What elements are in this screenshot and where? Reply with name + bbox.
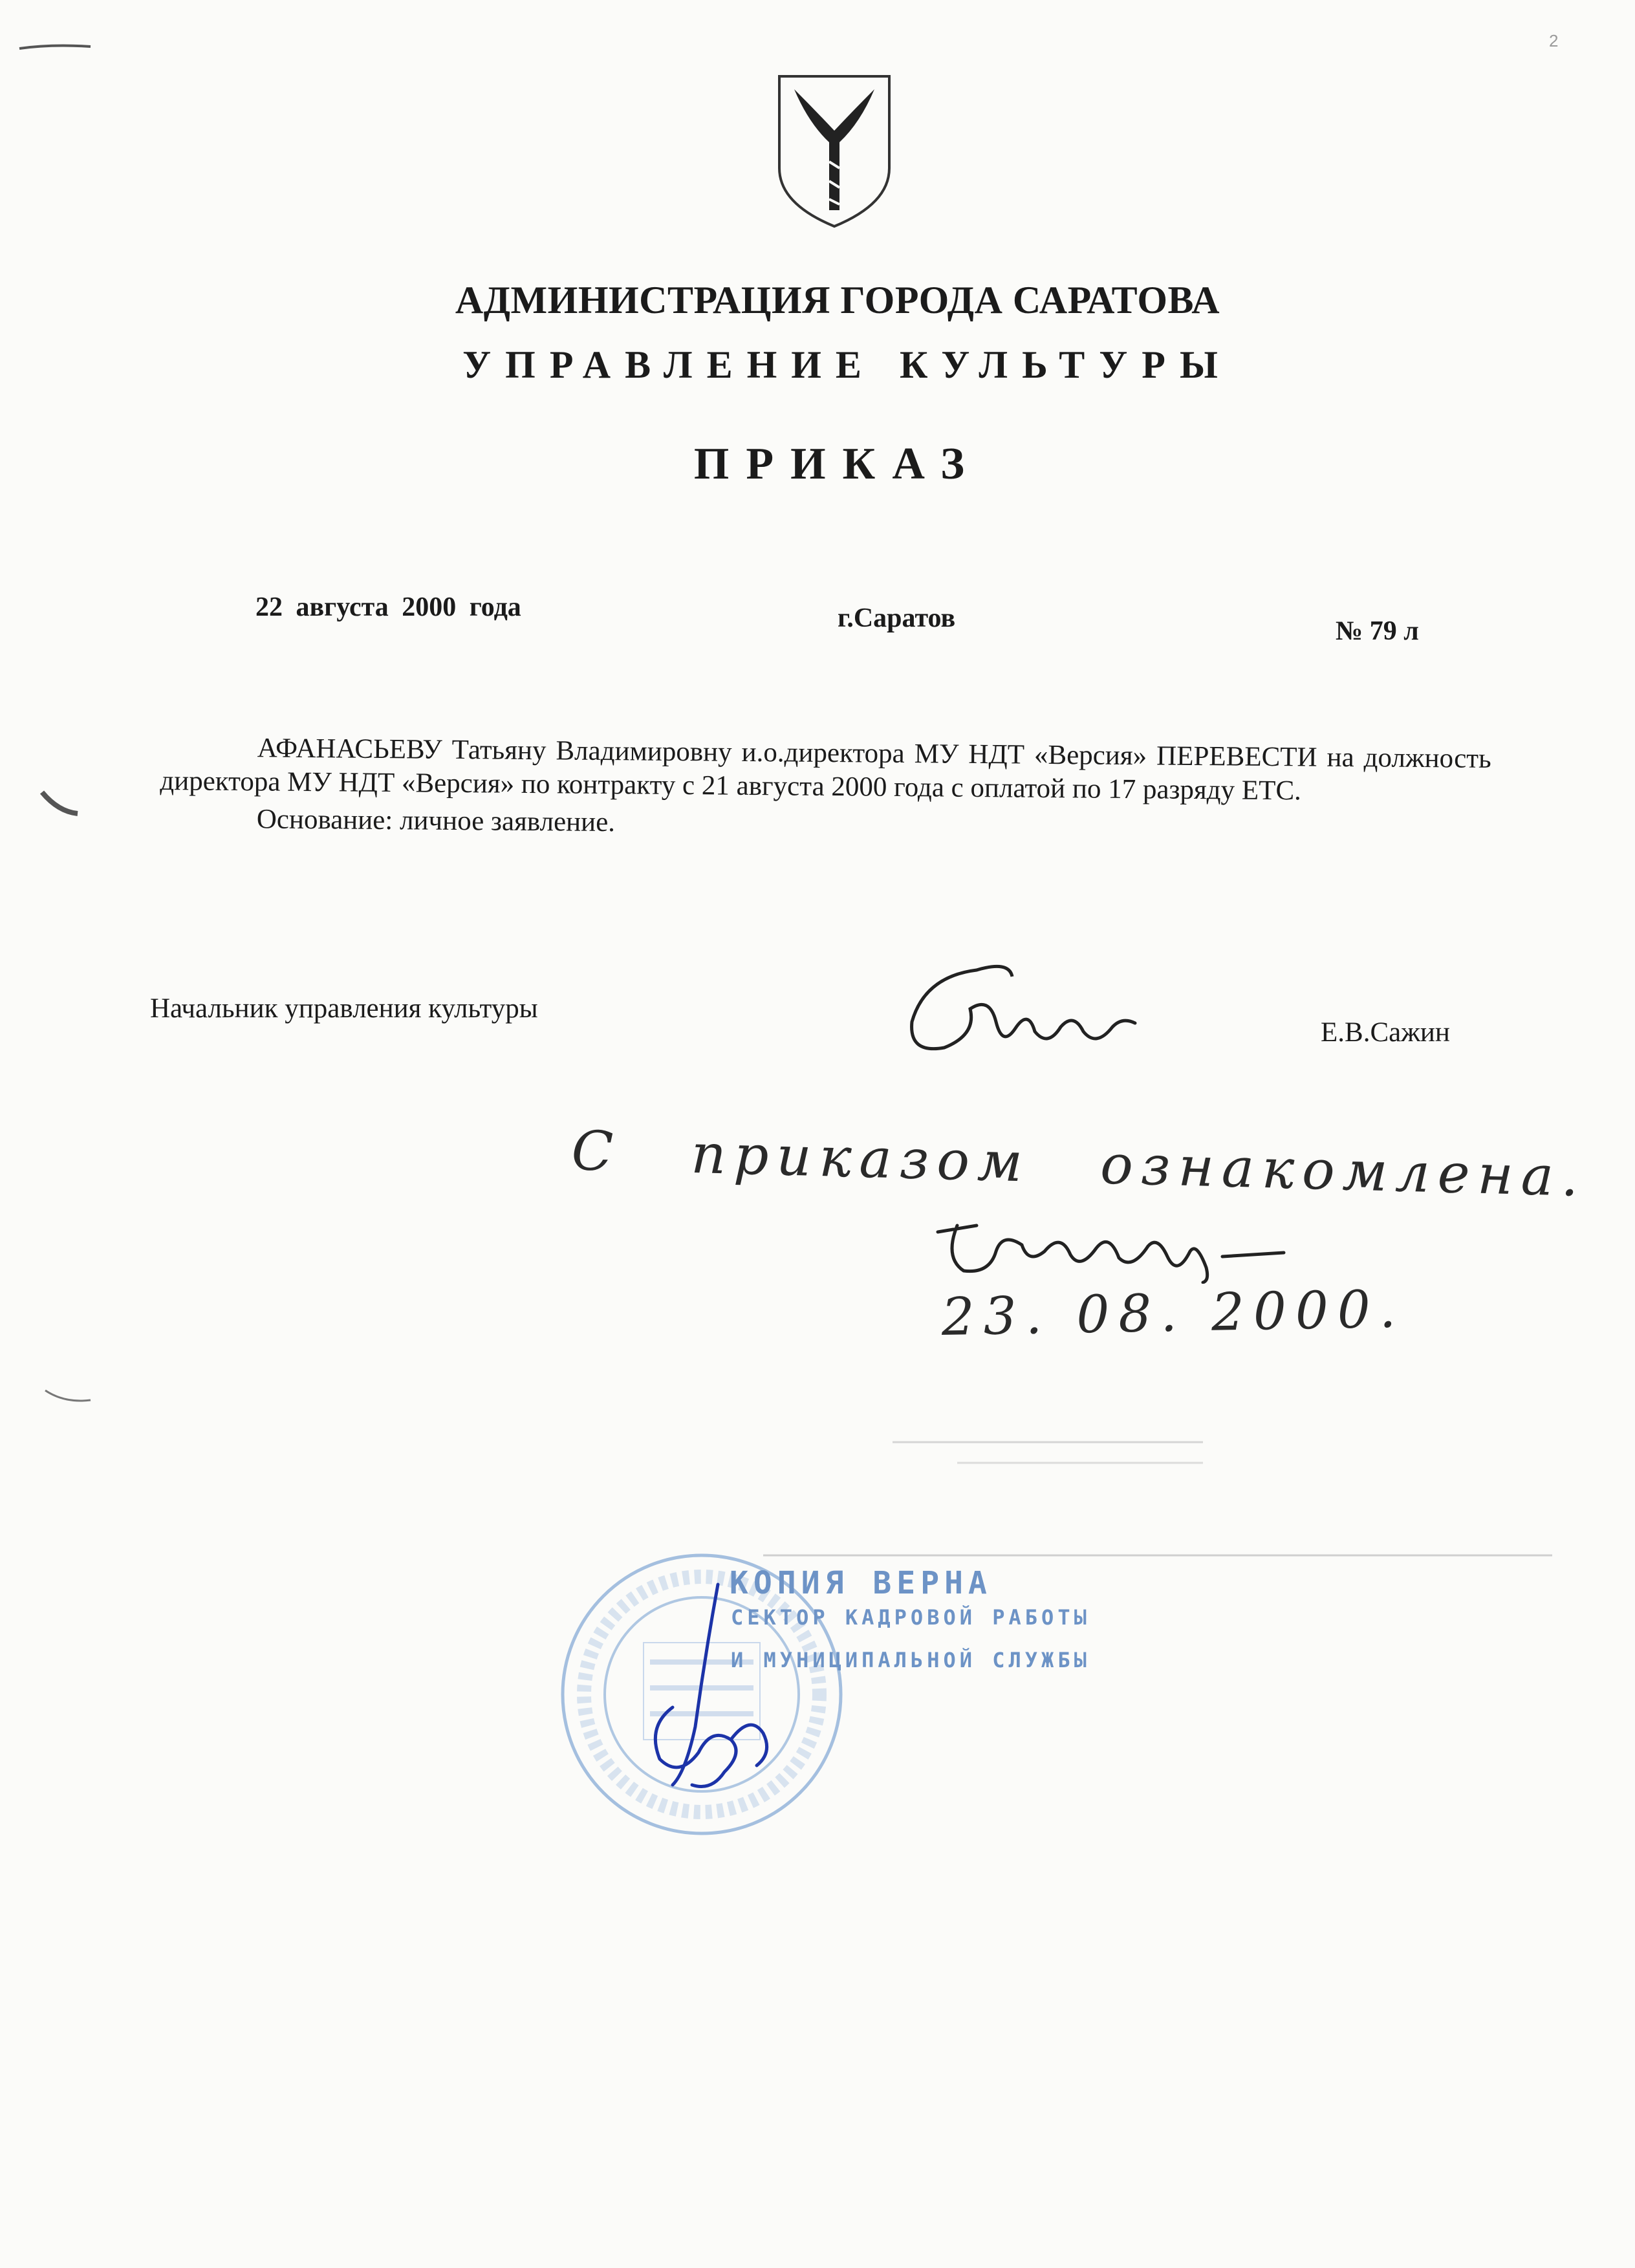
certifier-signature [634, 1578, 802, 1811]
coat-of-arms-emblem [770, 71, 899, 233]
stamp-service-line: И МУНИЦИПАЛЬНОЙ СЛУЖБЫ [731, 1648, 1090, 1672]
handwritten-acknowledgement: С приказом ознакомлена. [570, 1119, 1587, 1209]
stamp-copy-certified: КОПИЯ ВЕРНА [730, 1565, 992, 1601]
department-title: УПРАВЛЕНИЕ КУЛЬТУРЫ [462, 343, 1232, 386]
signatory-position: Начальник управления культуры [150, 993, 538, 1024]
signatory-name: Е.В.Сажин [1321, 1017, 1450, 1048]
order-place: г.Саратов [838, 603, 956, 633]
page-number: 2 [1549, 31, 1559, 50]
document-type-title: ПРИКАЗ [693, 439, 982, 489]
order-paragraph: АФАНАСЬЕВУ Татьяну Владимировну и.о.директора МУ НДТ «Версия» ПЕРЕВЕСТИ на должность директора МУ НДТ «Версия» по контракту с 21 августа 2000 года с оплатой по 17 разряду ЕТС. [160, 733, 1491, 806]
order-date: 22 августа 2000 года [255, 592, 521, 622]
stamp-sector-line: СЕКТОР КАДРОВОЙ РАБОТЫ [731, 1605, 1090, 1630]
handwritten-signature-head [899, 951, 1145, 1080]
order-body [160, 731, 1491, 847]
order-number: № 79 л [1336, 616, 1419, 646]
order-basis: Основание: личное заявление. [256, 804, 616, 838]
handwritten-signature-employee [931, 1206, 1294, 1284]
handwritten-date: 23. 08. 2000. [941, 1279, 1405, 1347]
organization-title: АДМИНИСТРАЦИЯ ГОРОДА САРАТОВА [455, 279, 1220, 321]
